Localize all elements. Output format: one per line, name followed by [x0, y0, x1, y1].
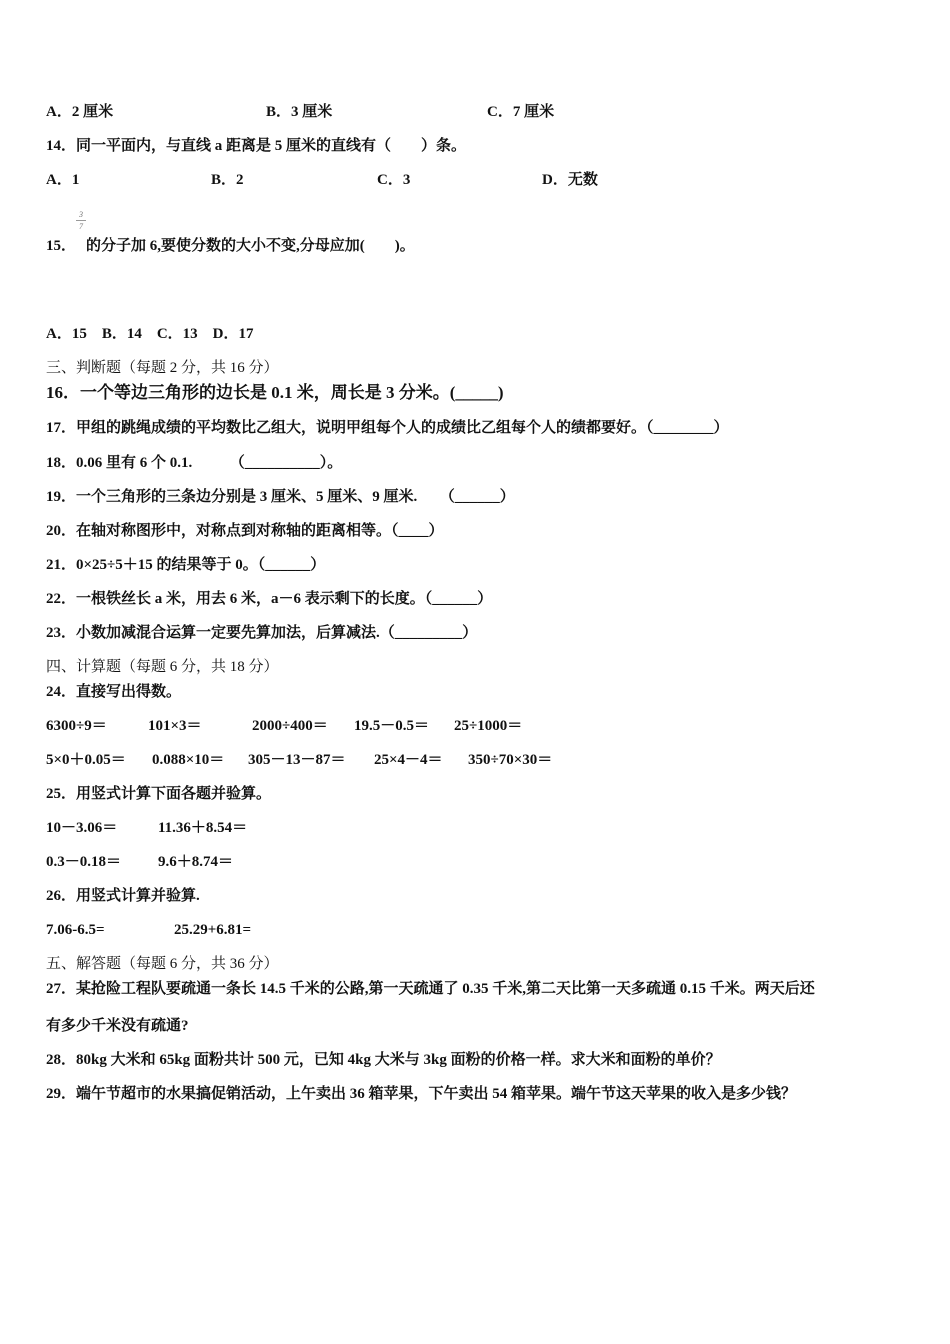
q26-text: 26．用竖式计算并验算. — [46, 888, 200, 904]
q25-item: 11.36＋8.54＝ — [158, 820, 248, 836]
q23-text: 23．小数加减混合运算一定要先算加法，后算减法.（_________） — [46, 625, 478, 641]
q17-text: 17．甲组的跳绳成绩的平均数比乙组大，说明甲组每个人的成绩比乙组每个人的绩都要好。（________） — [46, 420, 729, 436]
fraction-denominator: 7 — [79, 222, 83, 231]
q28-text: 28．80kg 大米和 65kg 面粉共计 500 元，已知 4kg 大米与 3kg 面粉的价格一样。求大米和面粉的单价？ — [46, 1052, 721, 1068]
q24-item: 305－13－87＝ — [248, 752, 346, 768]
q15-text: 的分子加 6,要使分数的大小不变,分母应加( )。 — [86, 238, 415, 254]
q27-text-line1: 27．某抢险工程队要疏通一条长 14.5 千米的公路,第一天疏通了 0.35 千米,第二天比第一天多疏通 0.15 千米。两天后还 — [46, 981, 815, 997]
q24-item: 350÷70×30＝ — [468, 752, 553, 768]
q21-text: 21．0×25÷5＋15 的结果等于 0。（______） — [46, 557, 326, 573]
q26-row-1 — [46, 920, 251, 940]
q26-item: 7.06-6.5= — [46, 922, 105, 938]
q26-item: 25.29+6.81= — [174, 922, 252, 938]
fraction-bar — [76, 220, 86, 221]
q13-option-c: C．7 厘米 — [487, 104, 555, 120]
q13-option-b: B．3 厘米 — [266, 104, 333, 120]
q29-text: 29．端午节超市的水果搞促销活动，上午卖出 36 箱苹果，下午卖出 54 箱苹果。端午节这天苹果的收入是多少钱？ — [46, 1086, 797, 1102]
q25-row-1 — [46, 818, 247, 838]
q24-item: 25÷1000＝ — [454, 718, 523, 734]
q24-row-1 — [46, 716, 522, 736]
q13-option-a: A．2 厘米 — [46, 104, 114, 120]
fraction-numerator: 3 — [79, 210, 83, 219]
q14-option-d: D．无数 — [542, 172, 598, 188]
q25-item: 9.6＋8.74＝ — [158, 854, 234, 870]
q20-text: 20．在轴对称图形中，对称点到对称轴的距离相等。（____） — [46, 523, 444, 539]
q24-row-2 — [46, 750, 552, 770]
q24-item: 6300÷9＝ — [46, 718, 107, 734]
q25-row-2 — [46, 852, 233, 872]
q15-options: A．15 B．14 C．13 D．17 — [46, 326, 254, 342]
q16-text: 16．一个等边三角形的边长是 0.1 米，周长是 3 分米。(_____) — [46, 383, 504, 402]
q22-text: 22．一根铁丝长 a 米，用去 6 米，a－6 表示剩下的长度。（______） — [46, 591, 493, 607]
q14-option-a: A．1 — [46, 172, 80, 188]
section4-title: 四、计算题（每题 6 分，共 18 分） — [46, 659, 279, 675]
q24-item: 2000÷400＝ — [252, 718, 328, 734]
q24-item: 25×4－4＝ — [374, 752, 443, 768]
q24-item: 5×0＋0.05＝ — [46, 752, 126, 768]
q25-text: 25．用竖式计算下面各题并验算。 — [46, 786, 272, 802]
section5-title: 五、解答题（每题 6 分，共 36 分） — [46, 956, 279, 972]
q24-item: 0.088×10＝ — [152, 752, 225, 768]
q15-number: 15． — [46, 238, 77, 254]
q25-item: 0.3－0.18＝ — [46, 854, 122, 870]
q25-item: 10－3.06＝ — [46, 820, 118, 836]
q14-option-b: B．2 — [211, 172, 244, 188]
q27-text-line2: 有多少千米没有疏通? — [46, 1018, 189, 1034]
q14-text: 14．同一平面内，与直线 a 距离是 5 厘米的直线有（ ）条。 — [46, 138, 467, 154]
q24-item: 19.5－0.5＝ — [354, 718, 430, 734]
section3-title: 三、判断题（每题 2 分，共 16 分） — [46, 360, 279, 376]
q24-text: 24．直接写出得数。 — [46, 684, 182, 700]
q14-option-c: C．3 — [377, 172, 411, 188]
q19-text: 19．一个三角形的三条边分别是 3 厘米、5 厘米、9 厘米. （______） — [46, 489, 515, 505]
fraction-image — [76, 210, 86, 231]
q24-item: 101×3＝ — [148, 718, 202, 734]
q18-text: 18．0.06 里有 6 个 0.1. （__________）。 — [46, 455, 343, 471]
